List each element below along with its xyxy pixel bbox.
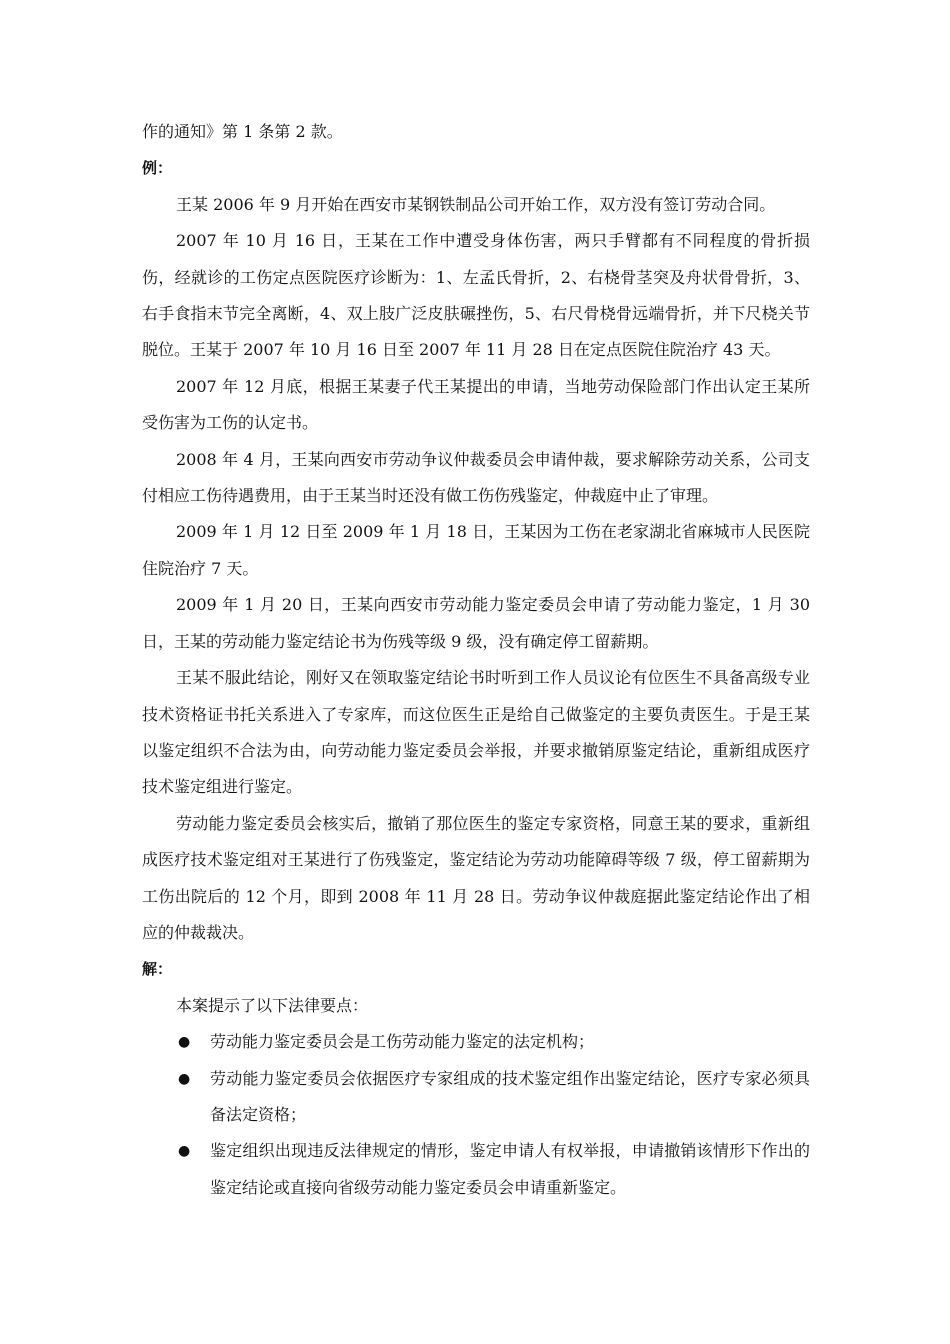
case-paragraph-5: 2009 年 1 月 12 日至 2009 年 1 月 18 日，王某因为工伤在老家湖北省麻城市人民医院住院治疗 7 天。 [142,522,810,578]
bullet-icon: ● [178,1070,191,1087]
answer-heading: 解： [142,960,173,979]
document-page [142,114,810,1206]
list-item [142,1133,810,1206]
list-item-text: 劳动能力鉴定委员会依据医疗专家组成的技术鉴定组作出鉴定结论，医疗专家必须具备法定资格； [210,1068,810,1124]
case-paragraph-2: 2007 年 10 月 16 日，王某在工作中遭受身体伤害，两只手臂都有不同程度的骨折损伤，经就诊的工伤定点医院医疗诊断为：1、左孟氏骨折，2、右桡骨茎突及舟状骨骨折，3、右手食指末节完全离断，4、双上肢广泛皮肤碾挫伤，5、右尺骨桡骨远端骨折，并下尺桡关节脱位。王某于 2007 年 10 月 16 日至 2007 年 11 月 28 日在定点医院住院治疗 43 天。 [142,231,810,360]
bullet-icon: ● [178,1143,191,1160]
case-paragraph-7: 王某不服此结论，刚好又在领取鉴定结论书时听到工作人员议论有位医生不具备高级专业技术资格证书托关系进入了专家库，而这位医生正是给自己做鉴定的主要负责医生。于是王某以鉴定组织不合法为由，向劳动能力鉴定委员会举报，并要求撤销原鉴定结论，重新组成医疗技术鉴定组进行鉴定。 [142,668,810,797]
example-heading: 例： [142,159,173,178]
legal-points-list [142,1024,810,1206]
case-paragraph-4: 2008 年 4 月，王某向西安市劳动争议仲裁委员会申请仲裁，要求解除劳动关系，公司支付相应工伤待遇费用，由于王某当时还没有做工伤伤残鉴定，仲裁庭中止了审理。 [142,449,810,506]
bullet-icon: ● [178,1034,191,1051]
list-item-text: 鉴定组织出现违反法律规定的情形，鉴定申请人有权举报，申请撤销该情形下作出的鉴定结论或直接向省级劳动能力鉴定委员会申请重新鉴定。 [210,1141,810,1197]
answer-intro: 本案提示了以下法律要点： [176,995,369,1015]
continuation-text: 作的通知》第 1 条第 2 款。 [142,122,343,141]
case-paragraph-8: 劳动能力鉴定委员会核实后，撤销了那位医生的鉴定专家资格，同意王某的要求，重新组成医疗技术鉴定组对王某进行了伤残鉴定，鉴定结论为劳动功能障碍等级 7 级，停工留薪期为工伤出院后的 12 个月，即到 2008 年 11 月 28 日。劳动争议仲裁庭据此鉴定结论作出了相应的仲裁裁决。 [142,813,810,942]
case-paragraph-1: 王某 2006 年 9 月开始在西安市某钢铁制品公司开始工作，双方没有签订劳动合同。 [176,194,776,214]
case-paragraph-3: 2007 年 12 月底，根据王某妻子代王某提出的申请，当地劳动保险部门作出认定王某所受伤害为工伤的认定书。 [142,376,810,433]
case-paragraph-6: 2009 年 1 月 20 日，王某向西安市劳动能力鉴定委员会申请了劳动能力鉴定，1 月 30 日，王某的劳动能力鉴定结论书为伤残等级 9 级，没有确定停工留薪期。 [142,595,810,651]
list-item-text: 劳动能力鉴定委员会是工伤劳动能力鉴定的法定机构； [210,1032,595,1052]
list-item [142,1061,810,1134]
list-item [142,1024,810,1060]
